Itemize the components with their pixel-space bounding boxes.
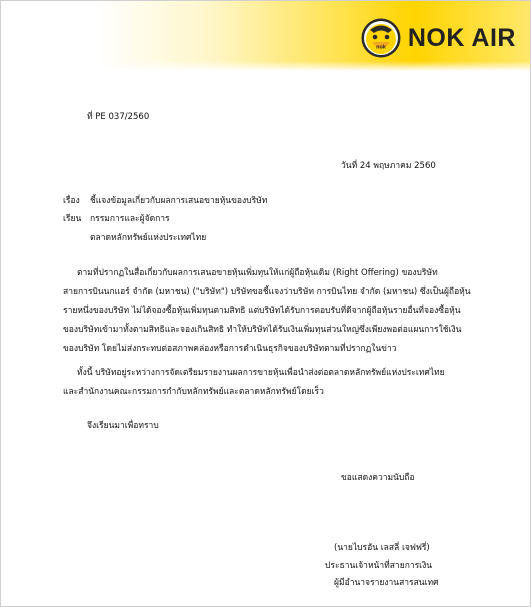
regards-line: ขอแสดงความนับถือ (341, 473, 415, 483)
signer-title-2: ผู้มีอำนาจรายงานสารสนเทศ (334, 578, 439, 588)
subject-text: ชี้แจงข้อมูลเกี่ยวกับผลการเสนอขายหุ้นของบริษัท (90, 196, 268, 206)
brand-name: NOK AIR (407, 23, 516, 52)
body-line: รายหนึ่งของบริษัท ไม่ได้จองซื้อหุ้นเพิ่มทุนตามสิทธิ แต่บริษัทได้รับการตอบรับที่ดีจากผู้ถือหุ้นรายอื่นที่จองซื้อหุ้น (63, 306, 461, 316)
body-line: ของบริษัทเข้ามาทั้งตามสิทธิและจองเกินสิทธิ ทำให้บริษัทได้รับเงินเพิ่มทุนส่วนใหญ่ซึ่งเพียงพอต่อแผนการใช้เงิน (63, 325, 462, 335)
to-line-2: ตลาดหลักทรัพย์แห่งประเทศไทย (90, 233, 207, 243)
nok-air-logo (361, 18, 516, 58)
signer-name: (นายไบรอัน เลสลี่ เจฟฟรี่) (334, 543, 430, 553)
body-paragraph-2 (63, 364, 445, 402)
body-line: ของบริษัท โดยไม่ส่งกระทบต่อสภาพคล่องหรือการดำเนินธุรกิจของบริษัทตามที่ปรากฏในข่าว (63, 344, 397, 354)
body-line: และสำนักงานคณะกรรมการกำกับหลักทรัพย์และตลาดหลักทรัพย์โดยเร็ว (63, 387, 324, 397)
signer-title-1: ประธานเจ้าหน้าที่สายการเงิน (325, 561, 433, 571)
to-line-1: กรรมการและผู้จัดการ (90, 214, 170, 224)
subject-label: เรื่อง (63, 196, 80, 206)
nok-bird-icon (361, 18, 401, 58)
letter-date: วันที่ 24 พฤษภาคม 2560 (341, 161, 436, 171)
to-label: เรียน (63, 214, 82, 224)
body-line: ทั้งนี้ บริษัทอยู่ระหว่างการจัดเตรียมรายงานผลการขายหุ้นเพื่อนำส่งต่อตลาดหลักทรัพย์แห่งประเทศไทย (77, 368, 445, 378)
logo-mark-text: nok (375, 44, 386, 51)
body-line: ตามที่ปรากฏในสื่อเกี่ยวกับผลการเสนอขายหุ้นเพิ่มทุนให้แก่ผู้ถือหุ้นเดิม (Right Offering) ของบริษัท (77, 268, 438, 278)
body-line: สายการบินนกแอร์ จำกัด (มหาชน) ("บริษัท") บริษัทขอชี้แจงว่าบริษัท การบินไทย จำกัด (มหาชน) ซึ่งเป็นผู้ถือหุ้น (63, 287, 471, 297)
body-paragraph-1 (63, 264, 471, 359)
closing-line: จึงเรียนมาเพื่อทราบ (87, 421, 159, 431)
reference-number: ที่ PE 037/2560 (87, 112, 150, 122)
